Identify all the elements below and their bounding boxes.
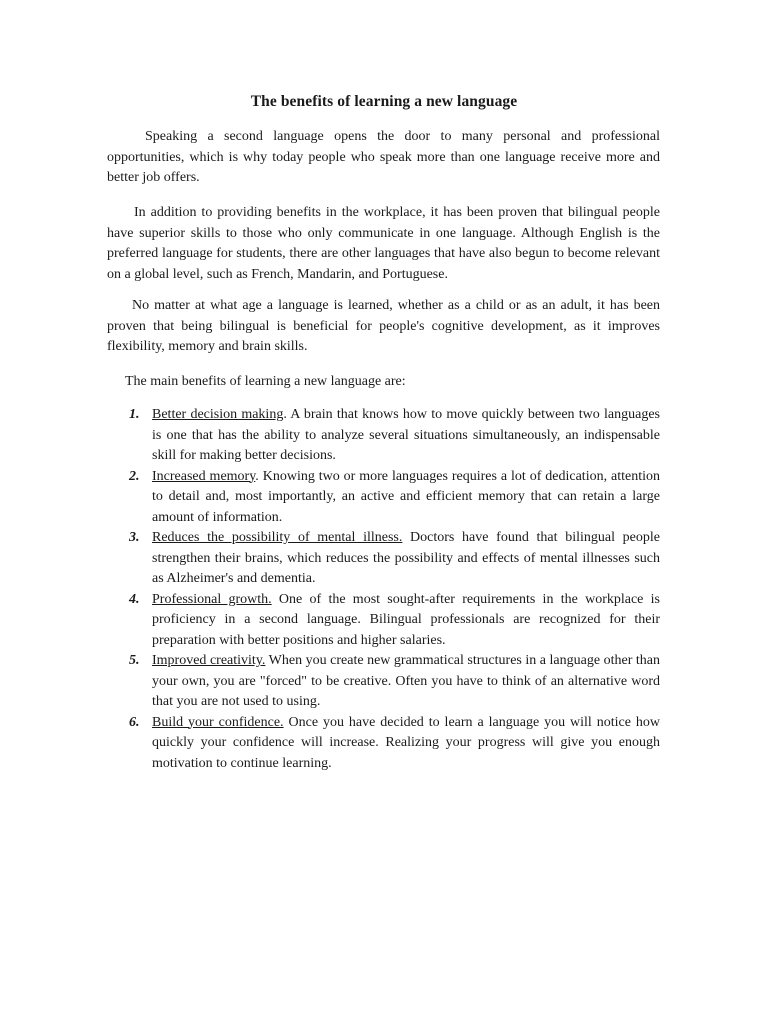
item-heading: Reduces the possibility of mental illness. <box>152 530 403 545</box>
paragraph-cognitive: No matter at what age a language is learned, whether as a child or as an adult, it has been proven that being bilingual is beneficial for people's cognitive development, as it improves flexibility, memory and brain skills. <box>107 298 660 354</box>
item-text: When you create new grammatical structures in a language other than your own, you are "forced" to be creative. Often you have to think of an alternative word that you are not used to using. <box>152 653 660 709</box>
item-number: 2. <box>129 468 140 484</box>
item-heading: Build your confidence. <box>152 714 284 730</box>
item-text: One of the most sought-after requirements in the workplace is proficiency in a second language. Bilingual professionals are recognized for their preparation with better positions and higher salaries. <box>152 591 660 648</box>
item-text: Once you have decided to learn a language you will notice how quickly your confidence will increase. Realizing your progress will give you enough motivation to continue learning. <box>152 714 660 771</box>
document-title: The benefits of learning a new language <box>250 93 518 110</box>
item-heading: Professional growth. <box>152 591 272 607</box>
list-item <box>125 713 660 775</box>
item-text: . A brain that knows how to move quickly between two languages is one that has the ability to analyze several situations simultaneously, an indispensable skill for making better decisions. <box>152 407 660 463</box>
item-heading: Improved creativity. <box>152 653 266 668</box>
item-number: 6. <box>129 714 140 730</box>
item-text: . Knowing two or more languages requires a lot of dedication, attention to detail and, most importantly, an active and efficient memory that can retain a large amount of information. <box>152 468 660 525</box>
list-item <box>125 467 660 529</box>
item-text: Doctors have found that bilingual people strengthen their brains, which reduces the possibility and effects of mental illnesses such as Alzheimer's and dementia. <box>152 530 660 586</box>
list-intro: The main benefits of learning a new language are: <box>125 374 406 389</box>
list-item <box>125 405 660 467</box>
item-number: 3. <box>129 530 140 545</box>
item-number: 4. <box>129 591 140 607</box>
item-heading: Increased memory <box>152 468 256 484</box>
benefits-list <box>125 405 660 774</box>
item-heading: Better decision making <box>152 407 284 422</box>
list-item <box>125 590 660 652</box>
item-number: 1. <box>129 407 140 422</box>
list-item <box>125 651 660 713</box>
paragraph-opportunities: Speaking a second language opens the door to many personal and professional opportunities, which is why today people who speak more than one language receive more and better job offers. <box>107 129 660 185</box>
list-item <box>125 528 660 590</box>
item-number: 5. <box>129 653 140 668</box>
paragraph-workplace: In addition to providing benefits in the workplace, it has been proven that bilingual people have superior skills to those who only communicate in one language. Although English is the preferred language for students, there are other languages that have also begun to become relevant on a global level, such as French, Mandarin, and Portuguese. <box>107 205 660 282</box>
